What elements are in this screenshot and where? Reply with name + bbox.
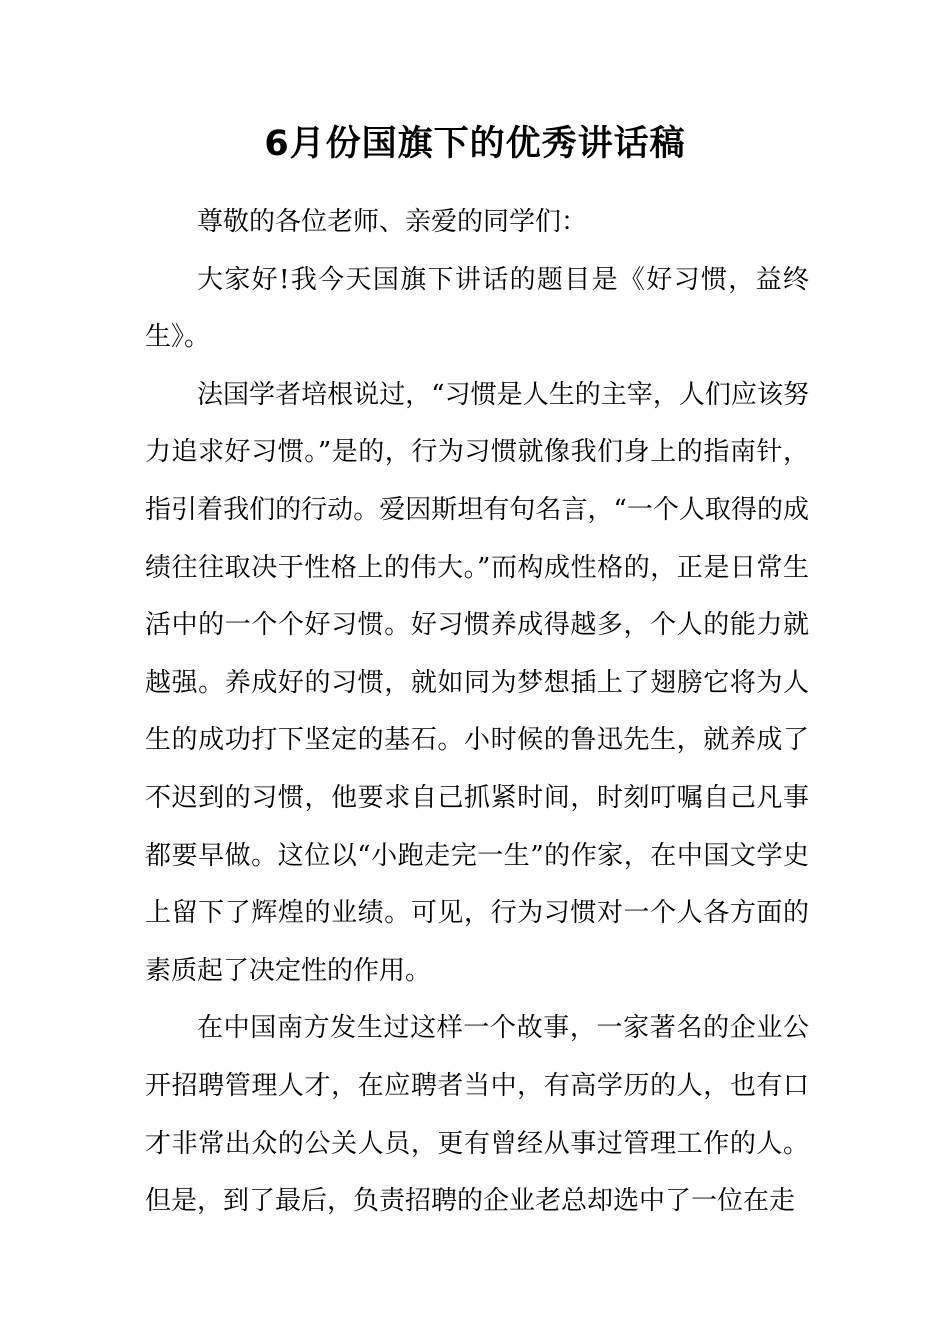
document-body (145, 194, 809, 1231)
salutation-paragraph: 尊敬的各位老师、亲爱的同学们： (197, 207, 588, 237)
document-title: 6月份国旗下的优秀讲话稿 (264, 124, 686, 164)
greeting-paragraph: 大家好!我今天国旗下讲话的题目是《好习惯，益终生》。 (145, 264, 809, 353)
body-paragraph: 法国学者培根说过，“习惯是人生的主宰，人们应该努力追求好习惯。”是的，行为习惯就像我们身上的指南针，指引着我们的行动。爱因斯坦有句名言，“一个人取得的成绩往往取决于性格上的伟大。”而构成性格的，正是日常生活中的一个个好习惯。好习惯养成得越多，个人的能力就越强。养成好的习惯，就如同为梦想插上了翅膀它将为人生的成功打下坚定的基石。小时候的鲁迅先生，就养成了不迟到的习惯，他要求自己抓紧时间，时刻叮嘱自己凡事都要早做。这位以“小跑走完一生”的作家，在中国文学史上留下了辉煌的业绩。可见，行为习惯对一个人各方面的素质起了决定性的作用。 (145, 379, 809, 986)
body-paragraph: 在中国南方发生过这样一个故事，一家著名的企业公开招聘管理人才，在应聘者当中，有高学历的人，也有口才非常出众的公关人员，更有曾经从事过管理工作的人。但是，到了最后，负责招聘的企业老总却选中了一位在走 (145, 1013, 809, 1217)
